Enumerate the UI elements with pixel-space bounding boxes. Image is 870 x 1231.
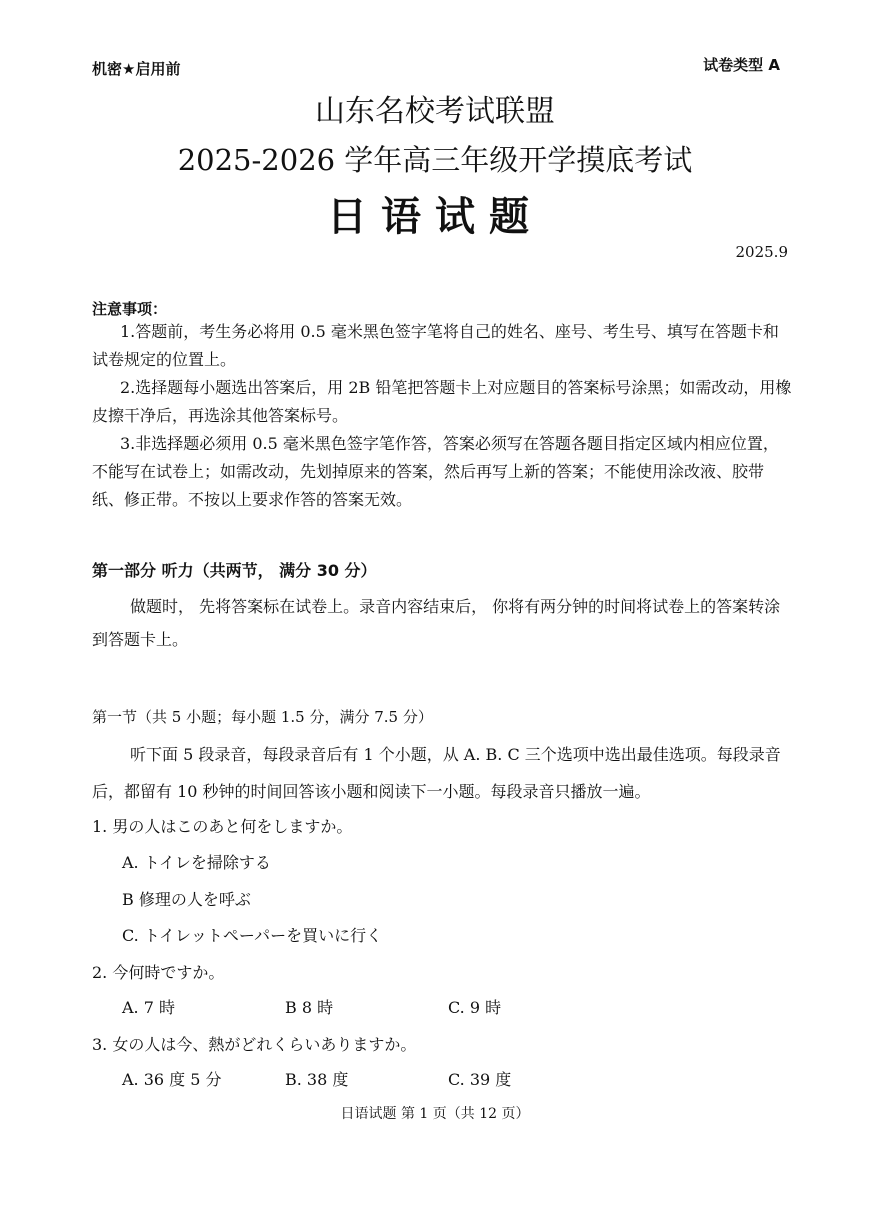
question-3-option-a: A. 36 度 5 分 [122, 1070, 222, 1089]
question-1-option-b: B 修理の人を呼ぶ [122, 890, 251, 909]
page-footer: 日语试题 第 1 页（共 12 页） [340, 1106, 530, 1122]
exam-title: 2025-2026 学年高三年级开学摸底考试 [177, 143, 693, 177]
question-1-option-a: A. トイレを掃除する [122, 853, 271, 872]
question-2-option-a: A. 7 時 [122, 998, 175, 1017]
question-1-text: 1. 男の人はこのあと何をしますか。 [92, 817, 353, 836]
question-2-options [122, 995, 611, 1018]
notice-heading: 注意事项： [92, 300, 168, 318]
confidentiality-label: 机密★启用前 [92, 60, 181, 78]
question-3-option-b: B. 38 度 [285, 1070, 349, 1089]
paper-type-label: 试卷类型 A [703, 56, 780, 74]
notice-item: 1.答题前，考生务必将用 0.5 毫米黑色签字笔将自己的姓名、座号、考生号、填写在答题卡和试卷规定的位置上。 [92, 322, 779, 369]
notice-item: 2.选择题每小题选出答案后，用 2B 铅笔把答题卡上对应题目的答案标号涂黑；如需改动，用橡皮擦干净后，再选涂其他答案标号。 [92, 378, 792, 425]
section1-title: 第一节（共 5 小题；每小题 1.5 分，满分 7.5 分） [92, 708, 433, 726]
notice-list [92, 318, 792, 514]
exam-date: 2025.9 [735, 243, 788, 261]
question-2-option-b: B 8 時 [285, 998, 334, 1017]
question-3-text: 3. 女の人は今、熱がどれくらいありますか。 [92, 1035, 417, 1054]
subject-title: 日语试题 [327, 194, 543, 240]
part1-title: 第一部分 听力（共两节， 满分 30 分） [92, 561, 377, 580]
notice-item: 3.非选择题必须用 0.5 毫米黑色签字笔作答，答案必须写在答题各题目指定区域内相应位置，不能写在试卷上；如需改动，先划掉原来的答案，然后再写上新的答案；不能使用涂改液、胶带纸、修正带。不按以上要求作答的答案无效。 [92, 434, 779, 509]
question-1-option-c: C. トイレットペーパーを買いに行く [122, 926, 383, 945]
question-3-options [122, 1067, 611, 1090]
question-2-text: 2. 今何時ですか。 [92, 963, 225, 982]
question-2-option-c: C. 9 時 [448, 998, 502, 1017]
organization-title: 山东名校考试联盟 [315, 94, 555, 129]
part1-instructions: 做题时， 先将答案标在试卷上。录音内容结束后， 你将有两分钟的时间将试卷上的答案转涂到答题卡上。 [92, 597, 781, 649]
question-3-option-c: C. 39 度 [448, 1070, 512, 1089]
section1-instructions: 听下面 5 段录音，每段录音后有 1 个小题，从 A. B. C 三个选项中选出最佳选项。每段录音后，都留有 10 秒钟的时间回答该小题和阅读下一小题。每段录音只播放一遍。 [92, 745, 781, 801]
